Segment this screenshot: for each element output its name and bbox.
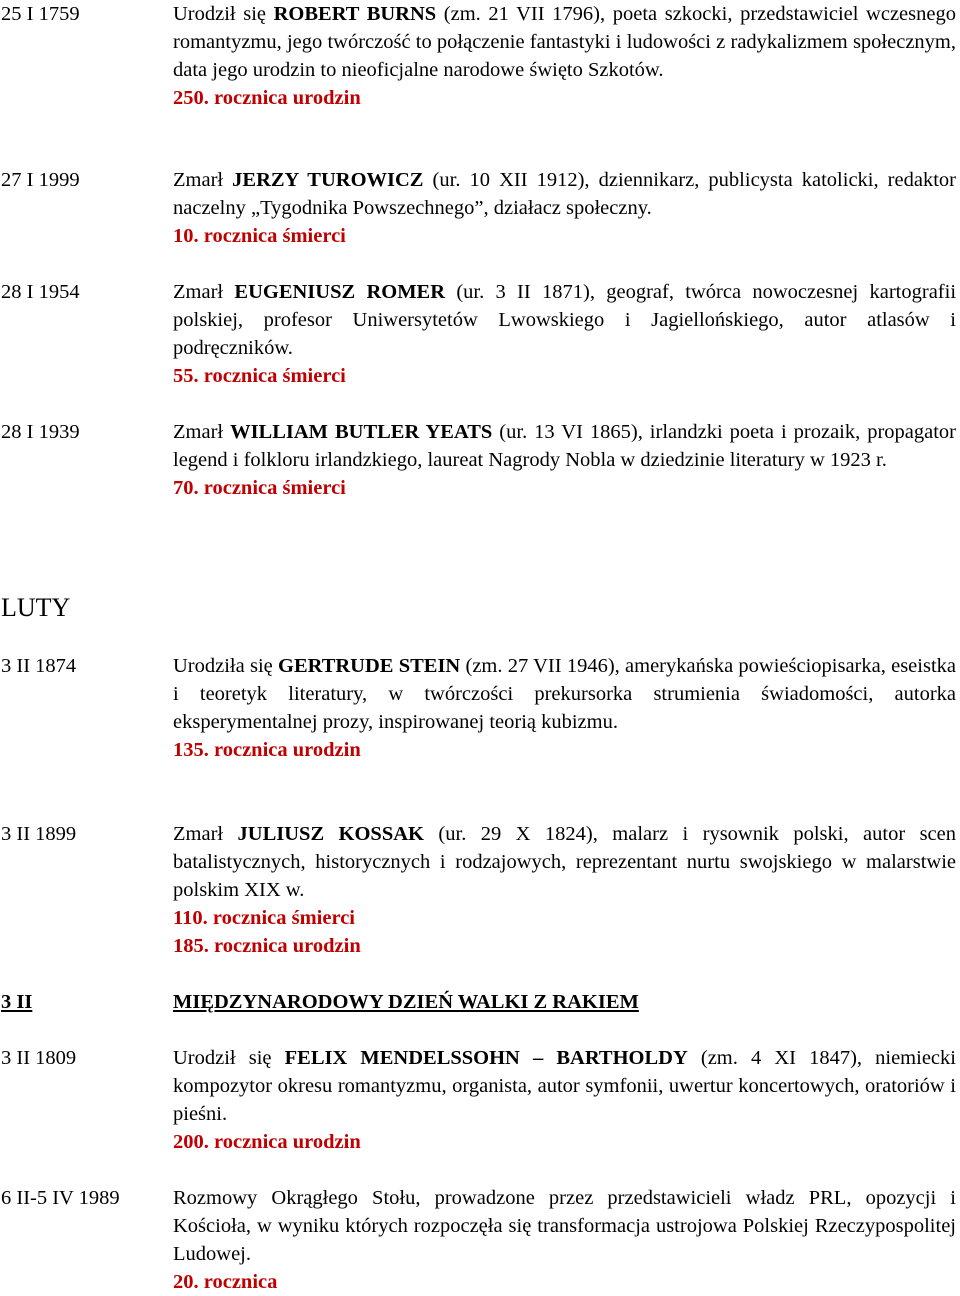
- entry-person-name: JERZY TUROWICZ: [232, 169, 424, 191]
- entry-description: [173, 278, 956, 362]
- entry-person-name: FELIX MENDELSSOHN – BARTHOLDY: [284, 1047, 688, 1069]
- entry-prefix: Zmarł: [173, 421, 231, 443]
- entry-date: 6 II-5 IV 1989: [1, 1187, 120, 1209]
- entry-anniversary: 185. rocznica urodzin: [173, 935, 361, 957]
- entry-description: [173, 1184, 956, 1268]
- entry-person-name: JULIUSZ KOSSAK: [237, 823, 424, 845]
- entry-anniversary: 135. rocznica urodzin: [173, 739, 361, 761]
- special-day-date: 3 II: [1, 991, 33, 1013]
- entry-description: [173, 418, 956, 474]
- entry-description: [173, 652, 956, 736]
- entry-content: [173, 1044, 956, 1156]
- entry-content: [173, 278, 956, 390]
- entry-anniversary: 10. rocznica śmierci: [173, 225, 346, 247]
- entry-description: [173, 1044, 956, 1128]
- month-heading: LUTY: [1, 593, 71, 622]
- entry-prefix: Zmarł: [173, 823, 238, 845]
- entry-date: 27 I 1999: [1, 169, 80, 191]
- entry-content: [173, 988, 956, 1016]
- entry-anniversary: 200. rocznica urodzin: [173, 1131, 361, 1153]
- entry-anniversary: 70. rocznica śmierci: [173, 477, 346, 499]
- entry-content: [173, 166, 956, 250]
- entry-prefix: Urodził się: [173, 3, 274, 25]
- entry-content: [173, 418, 956, 502]
- entry-date: 3 II 1809: [1, 1047, 77, 1069]
- entry-prefix: Zmarł: [173, 281, 235, 303]
- entry-anniversary: 110. rocznica śmierci: [173, 907, 355, 929]
- entry-details: (ur. 10 XII 1912), dziennikarz, publicysta katolicki, redaktor naczelny „Tygodnika Powszechnego”, działacz społeczny.: [173, 169, 956, 219]
- entry-prefix: Rozmowy Okrągłego Stołu, prowadzone przez przedstawicieli władz PRL, opozycji i Kościoła, w wyniku których rozpoczęła się transformacja ustrojowa Polskiej Rzeczypospolitej Ludowej.: [173, 1187, 956, 1265]
- entry-person-name: EUGENIUSZ ROMER: [234, 281, 446, 303]
- entry-details: (zm. 4 XI 1847), niemiecki kompozytor okresu romantyzmu, organista, autor symfonii, uwertur koncertowych, oratoriów i pieśni.: [173, 1047, 956, 1125]
- entry-anniversary: 250. rocznica urodzin: [173, 87, 361, 109]
- entry-details: (ur. 13 VI 1865), irlandzki poeta i prozaik, propagator legend i folkloru irlandzkiego, laureat Nagrody Nobla w dziedzinie literatury w 1923 r.: [173, 421, 957, 471]
- entry-person-name: ROBERT BURNS: [273, 3, 437, 25]
- entry-content: [173, 0, 956, 112]
- entry-description: [173, 820, 956, 904]
- entry-person-name: GERTRUDE STEIN: [278, 655, 461, 677]
- entry-date: 3 II 1899: [1, 823, 77, 845]
- entry-description: [173, 0, 956, 84]
- entry-details: (zm. 21 VII 1796), poeta szkocki, przedstawiciel wczesnego romantyzmu, jego twórczość to połączenie fantastyki i ludowości z radykalizmem społecznym, data jego urodzin to nieoficjalne narodowe święto Szkotów.: [173, 3, 956, 81]
- entry-date: 28 I 1939: [1, 421, 80, 443]
- entry-prefix: Urodził się: [173, 1047, 285, 1069]
- entry-content: [173, 652, 956, 764]
- entry-description: [173, 166, 956, 222]
- entry-person-name: WILLIAM BUTLER YEATS: [230, 421, 493, 443]
- entry-details: (zm. 27 VII 1946), amerykańska powieściopisarka, eseistka i teoretyk literatury, w twórczości prekursorka strumienia świadomości, autorka eksperymentalnej prozy, inspirowanej teorią kubizmu.: [173, 655, 956, 733]
- entry-details: (ur. 3 II 1871), geograf, twórca nowoczesnej kartografii polskiej, profesor Uniwersytetów Lwowskiego i Jagiellońskiego, autor atlasów i podręczników.: [173, 281, 957, 359]
- entry-date: 28 I 1954: [1, 281, 80, 303]
- entry-anniversary: 55. rocznica śmierci: [173, 365, 346, 387]
- entry-content: [173, 820, 956, 960]
- entry-content: [173, 1184, 956, 1296]
- entry-anniversary: 20. rocznica: [173, 1271, 278, 1293]
- entry-details: (ur. 29 X 1824), malarz i rysownik polski, autor scen batalistycznych, historycznych i rodzajowych, reprezentant nurtu swojskiego w malarstwie polskim XIX w.: [173, 823, 957, 901]
- entry-prefix: Urodziła się: [173, 655, 278, 677]
- entry-date: 25 I 1759: [1, 3, 80, 25]
- entry-prefix: Zmarł: [173, 169, 233, 191]
- special-day-title: MIĘDZYNARODOWY DZIEŃ WALKI Z RAKIEM: [173, 991, 639, 1013]
- entry-date: 3 II 1874: [1, 655, 77, 677]
